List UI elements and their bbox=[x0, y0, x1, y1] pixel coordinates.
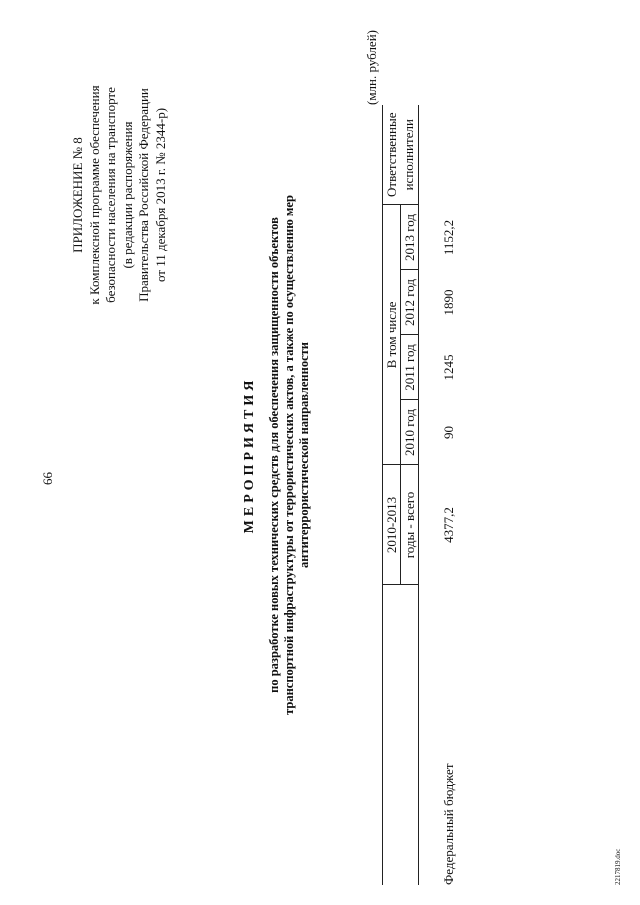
row-label: Федеральный бюджет bbox=[441, 763, 456, 885]
header-year-2011: 2011 год bbox=[401, 335, 419, 400]
table-subheader-row bbox=[401, 105, 419, 885]
subtitle-line: по разработке новых технических средств для обеспечения защищенности объектов bbox=[267, 217, 281, 693]
header-total-all: годы - всего bbox=[401, 465, 419, 585]
document-title: МЕРОПРИЯТИЯ bbox=[242, 376, 257, 534]
row-2012: 1890 bbox=[441, 289, 456, 316]
row-executors bbox=[419, 105, 480, 205]
header-year-2010: 2010 год bbox=[401, 400, 419, 465]
row-2011: 1245 bbox=[441, 354, 456, 381]
header-year-2012: 2012 год bbox=[401, 270, 419, 335]
budget-table bbox=[382, 105, 479, 885]
table-row bbox=[419, 105, 480, 885]
subtitle-line: транспортной инфраструктуры от террористических актов, а также по осуществлению мер bbox=[282, 195, 296, 715]
appendix-line: (в редакции распоряжения bbox=[119, 121, 135, 269]
appendix-line: Правительства Российской Федерации bbox=[136, 88, 151, 302]
unit-label: (млн. рублей) bbox=[364, 30, 379, 105]
appendix-line: безопасности населения на транспорте bbox=[103, 87, 118, 303]
header-year-2013: 2013 год bbox=[401, 205, 419, 270]
page-number: 66 bbox=[40, 472, 55, 485]
appendix-line: ПРИЛОЖЕНИЕ № 8 bbox=[70, 137, 85, 253]
header-executors: Ответственные bbox=[383, 105, 401, 205]
header-empty-cell bbox=[401, 585, 419, 885]
appendix-header bbox=[70, 45, 169, 345]
header-total-years: 2010-2013 bbox=[383, 465, 401, 585]
header-executors-2: исполнители bbox=[401, 105, 419, 205]
table-header-row bbox=[383, 105, 401, 885]
document-title-block bbox=[242, 155, 312, 755]
row-total: 4377,2 bbox=[441, 507, 456, 543]
footer-doc-code: 2217819.doc bbox=[614, 848, 622, 885]
subtitle-line: антитеррористической направленности bbox=[297, 342, 311, 568]
row-2013: 1152,2 bbox=[441, 219, 456, 256]
appendix-line: к Комплексной программе обеспечения bbox=[86, 85, 102, 305]
header-including: В том числе bbox=[383, 205, 401, 465]
appendix-line: от 11 декабря 2013 г. № 2344-р) bbox=[152, 107, 168, 283]
row-2010: 90 bbox=[441, 426, 456, 439]
header-empty-cell bbox=[383, 585, 401, 885]
